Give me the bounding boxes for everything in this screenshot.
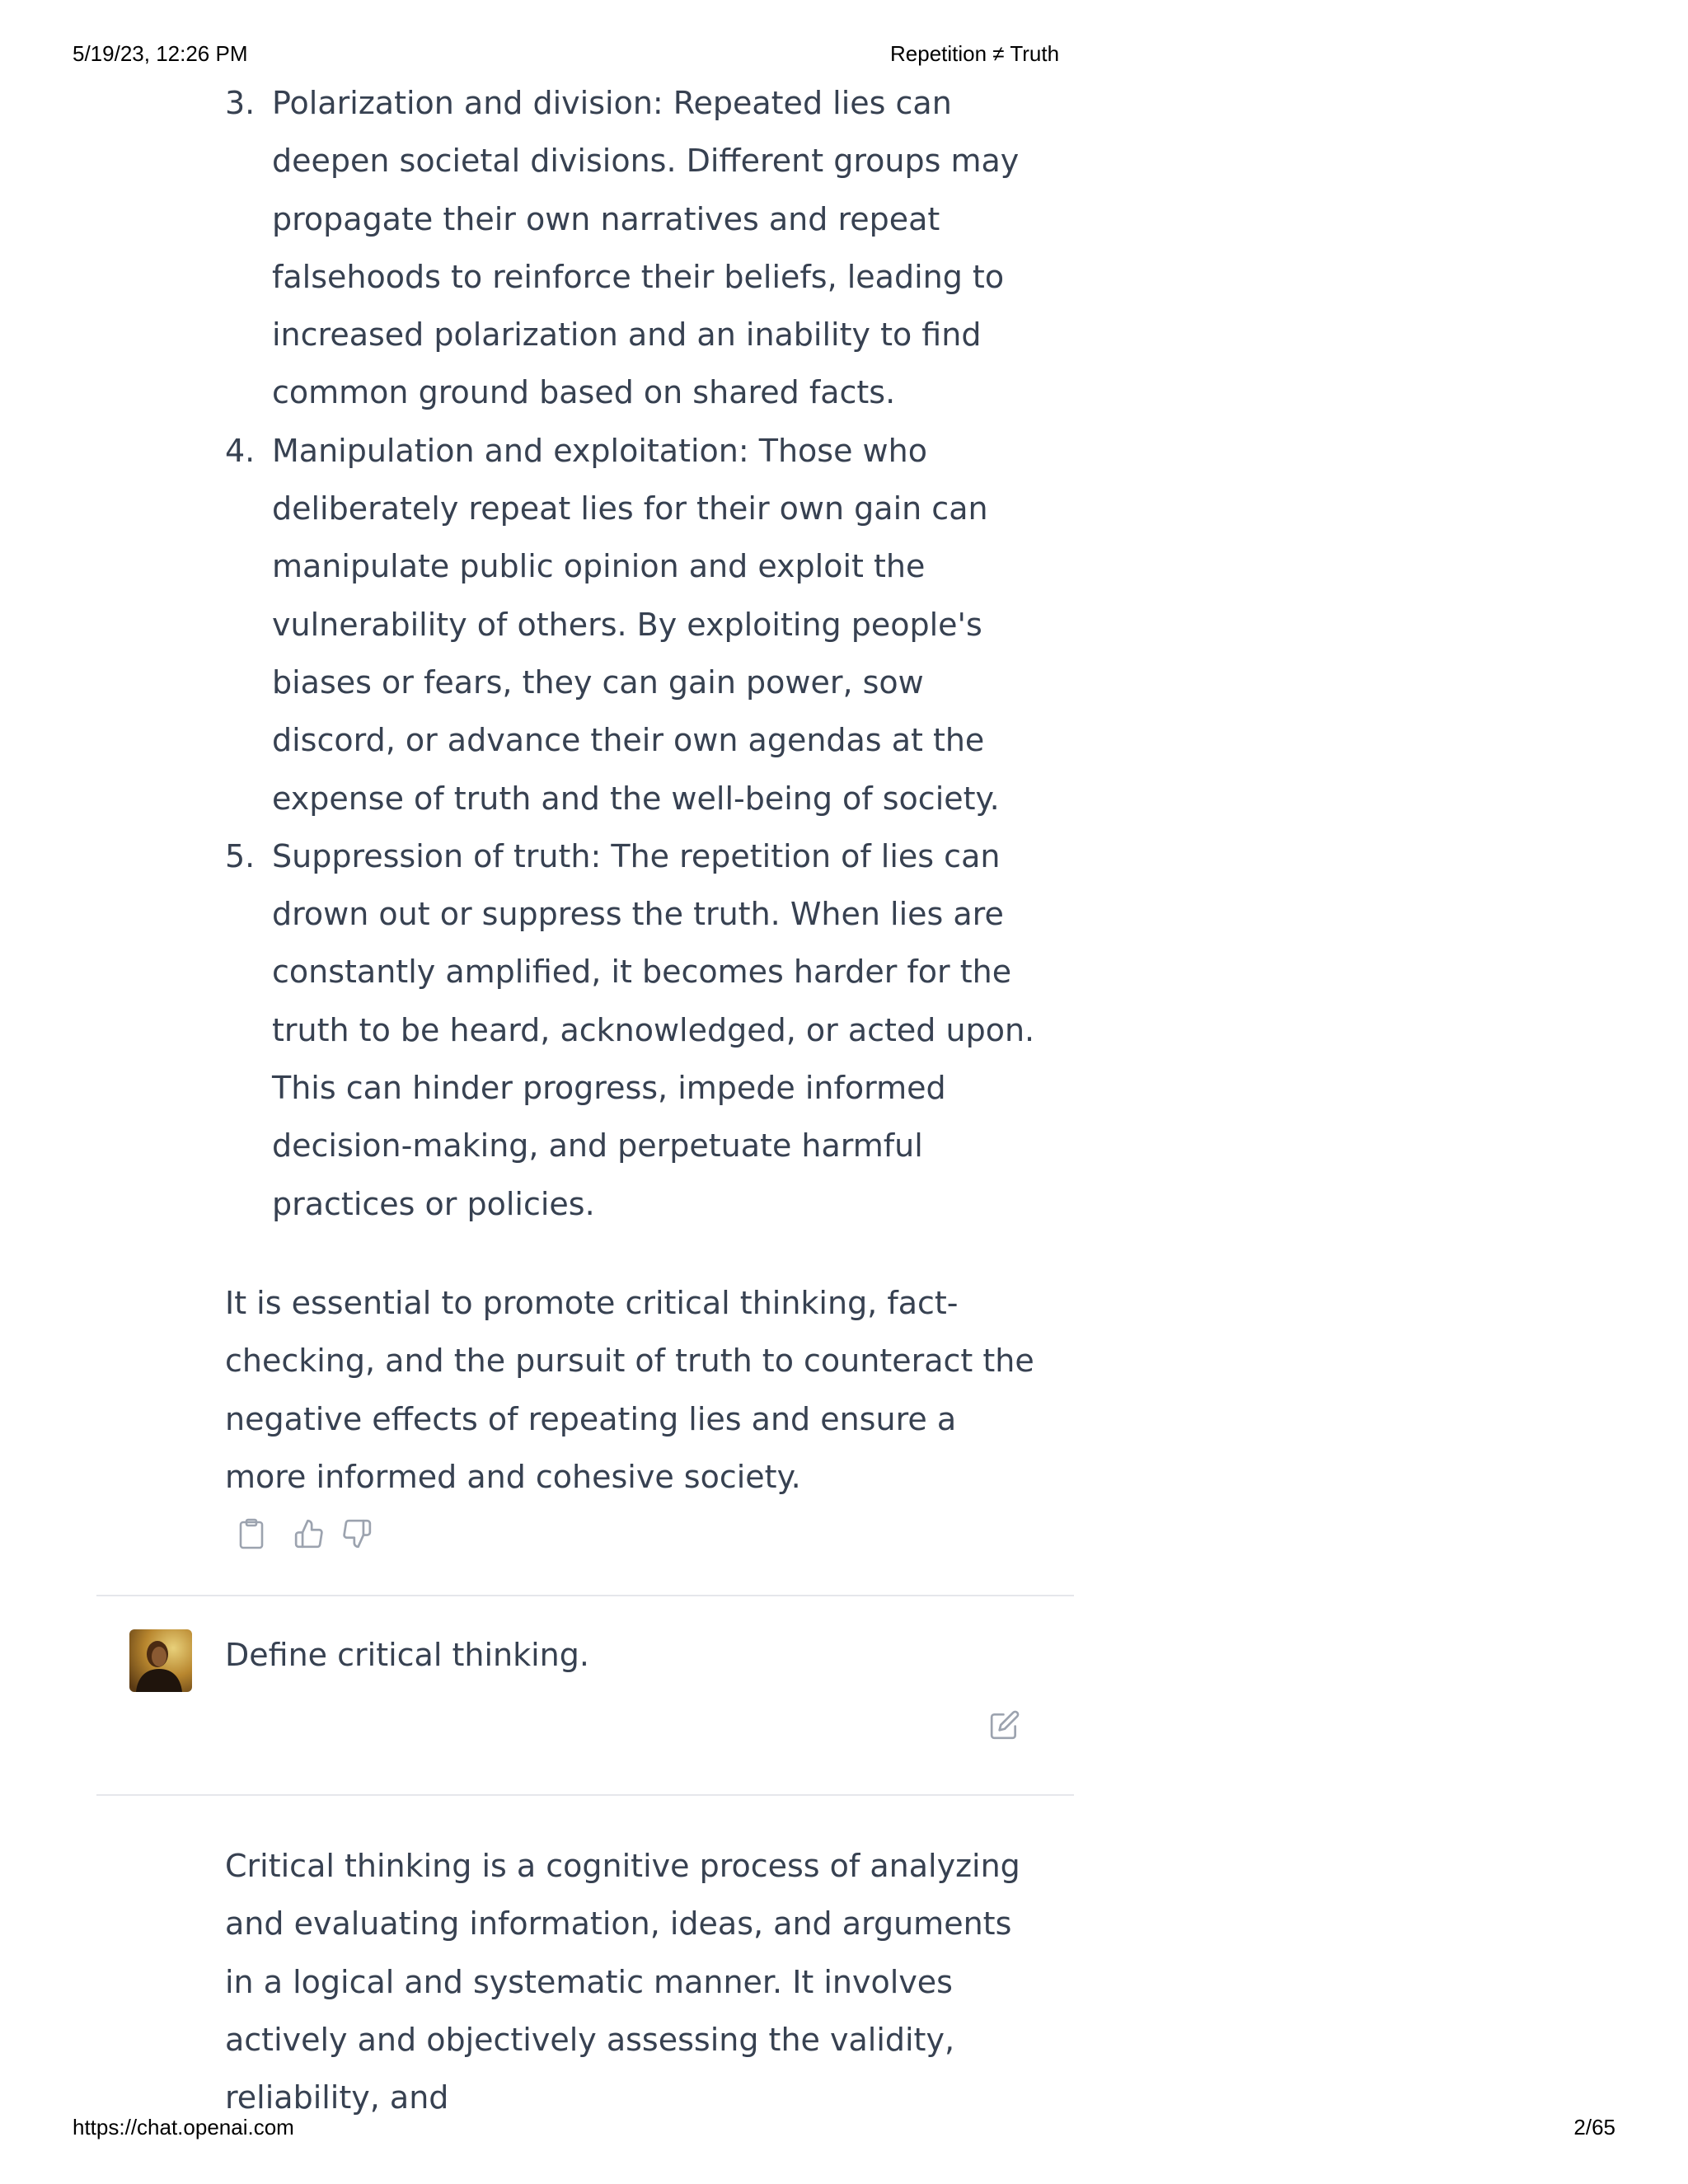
assistant-message	[96, 74, 1074, 1554]
print-page-title: Repetition ≠ Truth	[890, 41, 1060, 66]
print-page-number: 2/65	[1573, 2115, 1615, 2139]
message-actions	[225, 1514, 1041, 1554]
list-item-number: 3.	[225, 85, 256, 121]
list-item	[225, 74, 1041, 422]
print-date: 5/19/23, 12:26 PM	[73, 41, 248, 66]
avatar	[129, 1629, 192, 1692]
user-message	[96, 1596, 1074, 1794]
list-item	[225, 422, 1041, 827]
numbered-list	[225, 74, 1041, 1233]
list-item	[225, 827, 1041, 1233]
list-item-number: 5.	[225, 837, 256, 874]
list-item-text: Polarization and division: Repeated lies can deepen societal divisions. Different groups may propagate their own narratives and repeat falsehoods to reinforce their beliefs, leading to increased polarization and an inability to find common ground based on shared facts.	[272, 85, 1020, 411]
copy-button[interactable]	[233, 1516, 270, 1552]
print-url: https://chat.openai.com	[73, 2115, 294, 2139]
chat-thread	[96, 74, 1074, 2127]
print-header	[0, 41, 1688, 68]
assistant-message	[96, 1796, 1074, 2126]
list-item-number: 4.	[225, 432, 256, 469]
conclusion-paragraph: It is essential to promote critical thinking, fact-checking, and the pursuit of truth to counteract the negative effects of repeating lies and ensure a more informed and cohesive society.	[225, 1284, 1034, 1495]
edit-message-button[interactable]	[987, 1707, 1023, 1743]
user-message-text: Define critical thinking.	[225, 1637, 589, 1674]
avatar-image	[129, 1629, 192, 1692]
list-item-text: Manipulation and exploitation: Those who deliberately repeat lies for their own gain can manipulate public opinion and exploit the vulnerability of others. By exploiting people's biases or fears, they can gain power, sow discord, or advance their own agendas at the expense of truth and the well-being of society.	[272, 432, 1000, 817]
thumbs-up-button[interactable]	[291, 1516, 327, 1552]
clipboard-icon	[237, 1518, 265, 1549]
thumbs-down-icon	[341, 1518, 373, 1549]
assistant-message-text: Critical thinking is a cognitive process of analyzing and evaluating information, ideas, and arguments in a logical and systematic manner. It involves actively and objectively assessing the validity, reliability, and	[225, 1848, 1020, 2116]
thumbs-down-button[interactable]	[339, 1516, 375, 1552]
edit-icon	[989, 1709, 1020, 1741]
thumbs-up-icon	[293, 1518, 325, 1549]
print-footer	[0, 2115, 1688, 2141]
list-item-text: Suppression of truth: The repetition of lies can drown out or suppress the truth. When lies are constantly amplified, it becomes harder for the truth to be heard, acknowledged, or acted upon. This can hinder progress, impede informed decision-making, and perpetuate harmful practices or policies.	[272, 837, 1035, 1222]
